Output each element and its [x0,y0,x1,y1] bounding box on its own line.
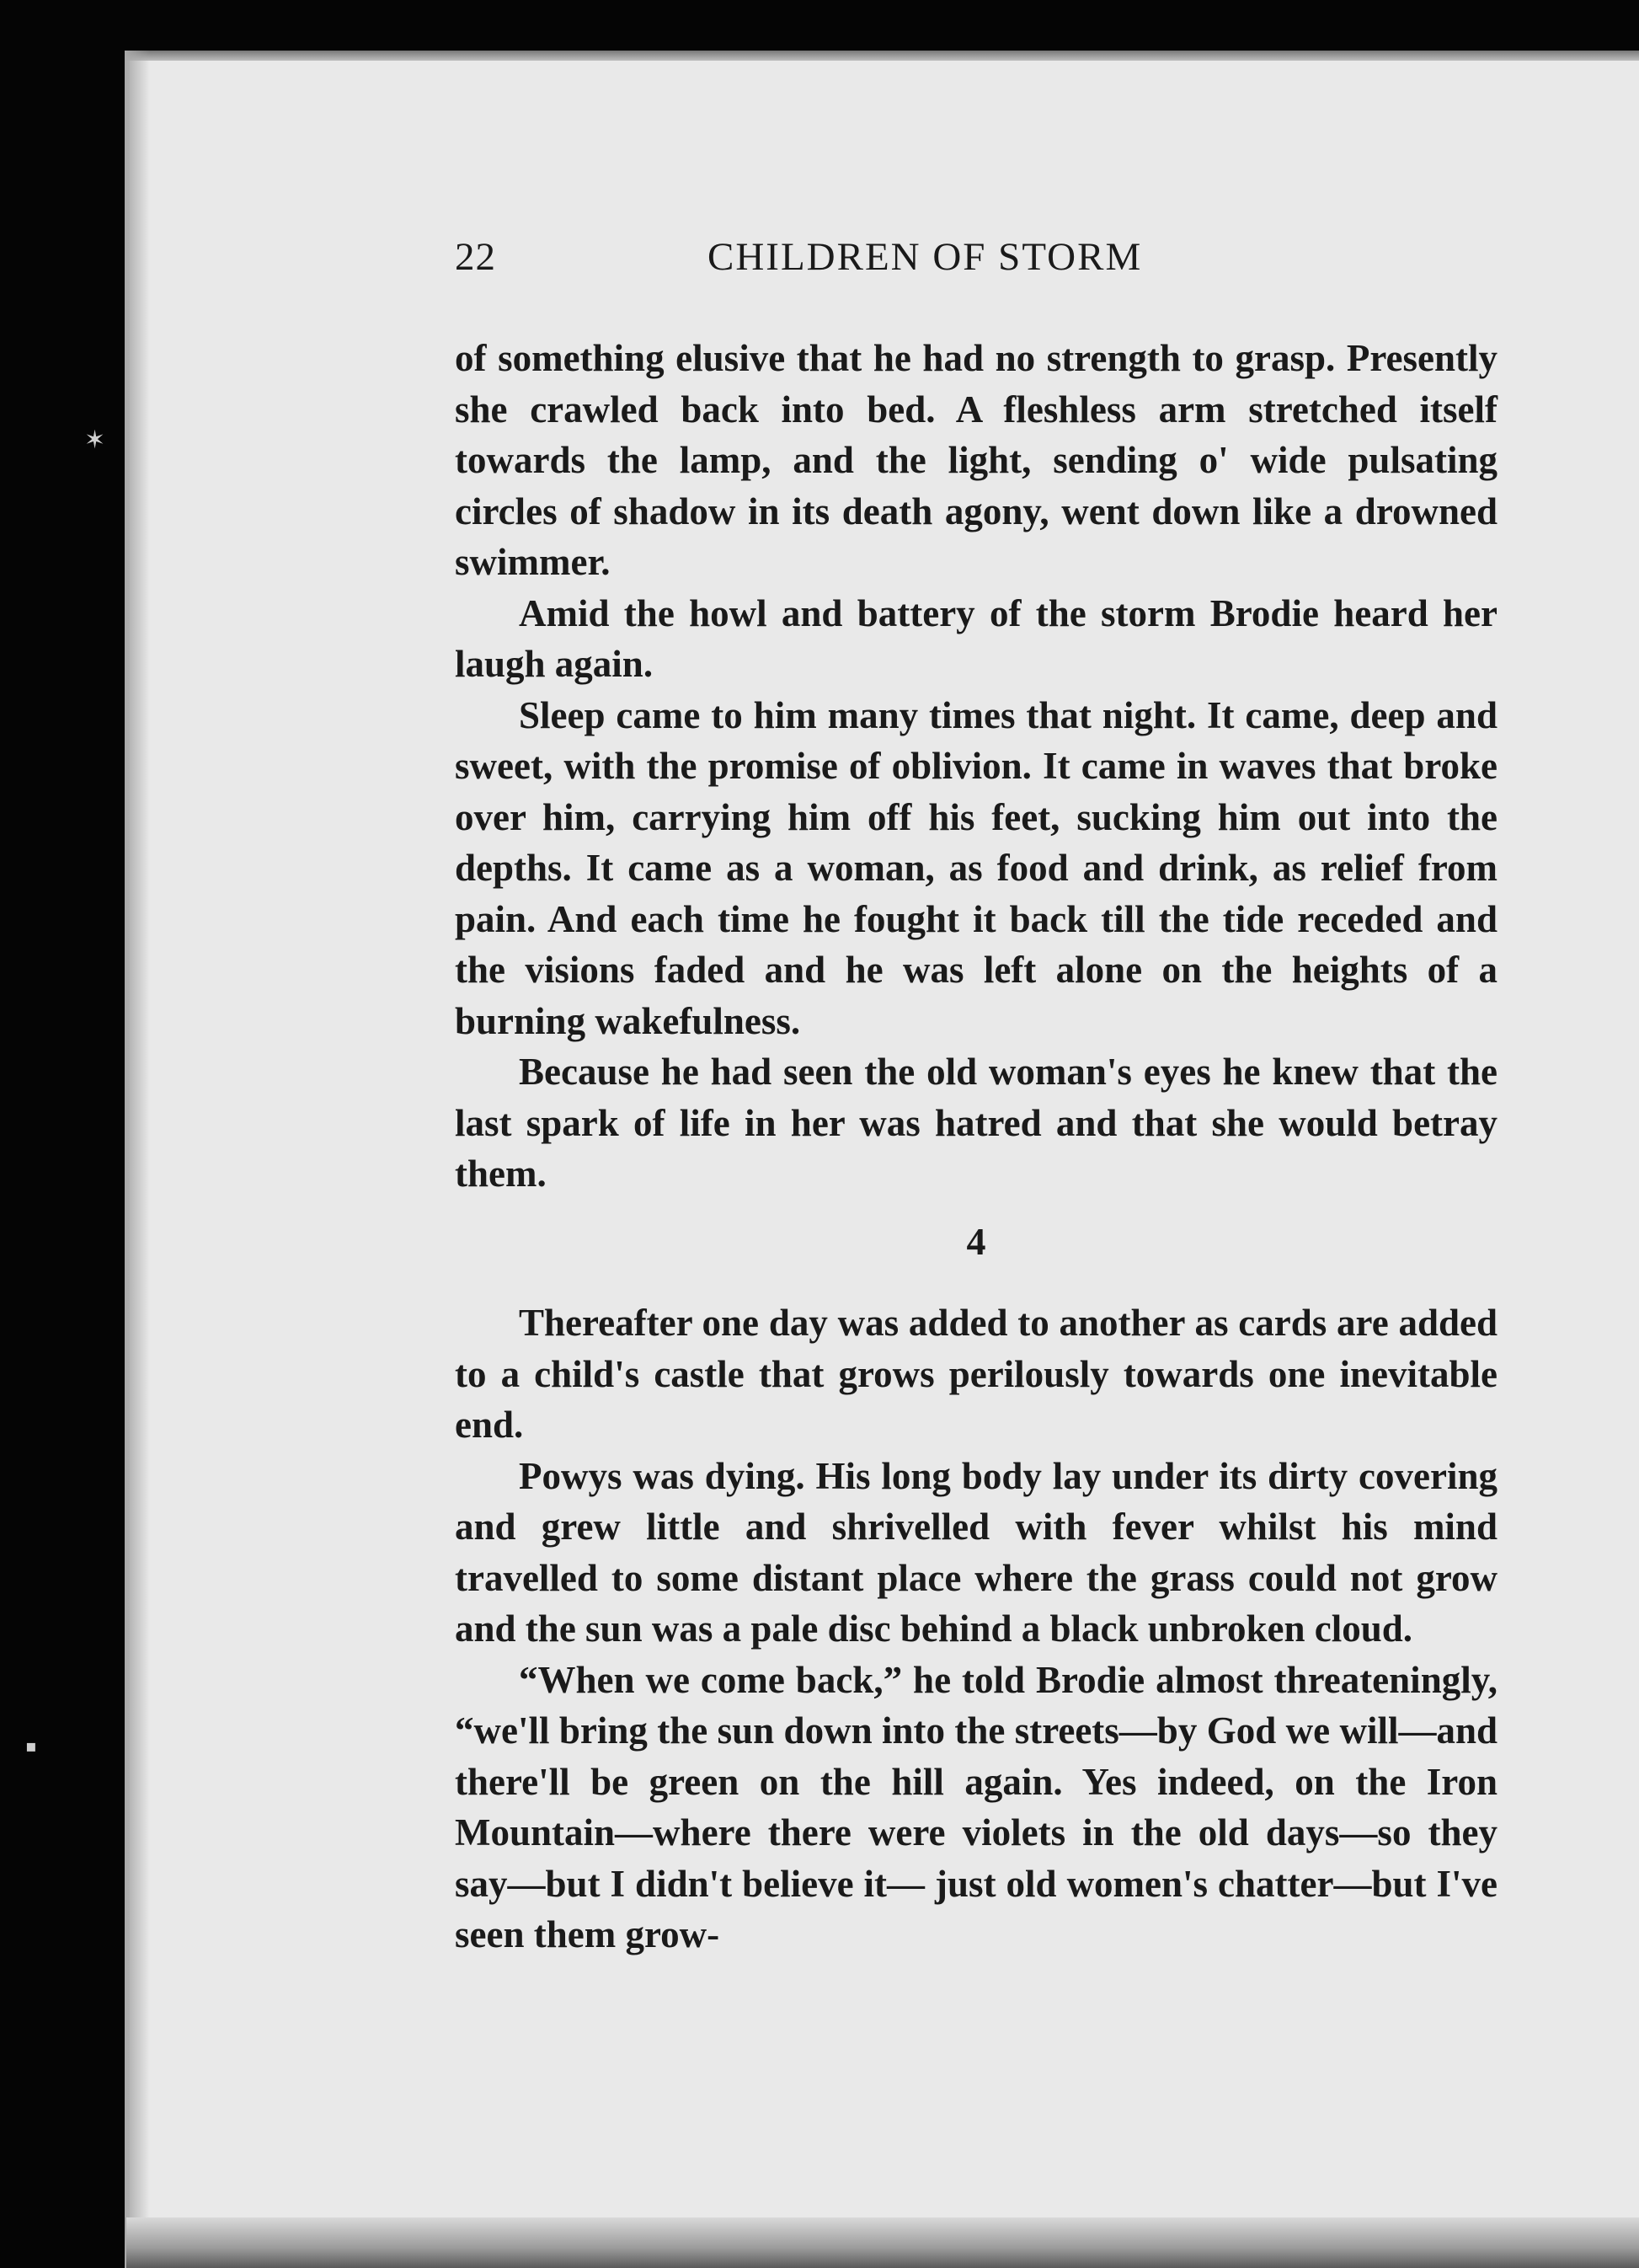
paragraph: “When we come back,” he told Brodie almost threateningly, “we'll bring the sun down into the streets—by God we will—and there'll be green on the hill again. Yes indeed, on the Iron Mountain—where there were violets in the old days—so they say—but I didn't believe it— just old women's chatter—but I've seen them grow- [455,1658,1498,1955]
section-number: 4 [966,1219,986,1263]
margin-speck: ✶ [84,425,106,455]
paragraph: Thereafter one day was added to another as cards are added to a child's castle that grows perilously towards one inevitable end. [455,1302,1498,1446]
paragraph: Amid the howl and battery of the storm Brodie heard her laugh again. [455,591,1498,685]
running-title: CHILDREN OF STORM [707,235,1143,279]
paragraph: Because he had seen the old woman's eyes he knew that the last spark of life in her was hatred and that she would betray them. [455,1051,1498,1195]
running-head [455,215,1498,282]
page-text [455,215,1498,1960]
paragraph: of something elusive that he had no strength to grasp. Presently she crawled back into bed. A fleshless arm stretched itself towards the lamp, and the light, sending o' wide pulsating circles of shadow in its death agony, went down like a drowned swimmer. [455,337,1498,583]
page-bottom-edge [126,2217,1639,2268]
paragraph: Sleep came to him many times that night. It came, deep and sweet, with the promise of oblivion. It came in waves that broke over him, carrying him off his feet, sucking him out into the depths. It came as a woman, as food and drink, as relief from pain. And each time he fought it back till the tide receded and the visions faded and he was left alone on the heights of a burning wakefulness. [455,693,1498,1042]
page-number: 22 [455,235,496,279]
page-top-edge [125,51,1639,61]
paragraph: Powys was dying. His long body lay under its dirty covering and grew little and shrivelled with fever whilst his mind travelled to some distant place where the grass could not grow and the sun was a pale disc behind a black unbroken cloud. [455,1454,1498,1650]
spine-shadow [125,51,150,2268]
margin-speck: ▪ [25,1736,37,1756]
